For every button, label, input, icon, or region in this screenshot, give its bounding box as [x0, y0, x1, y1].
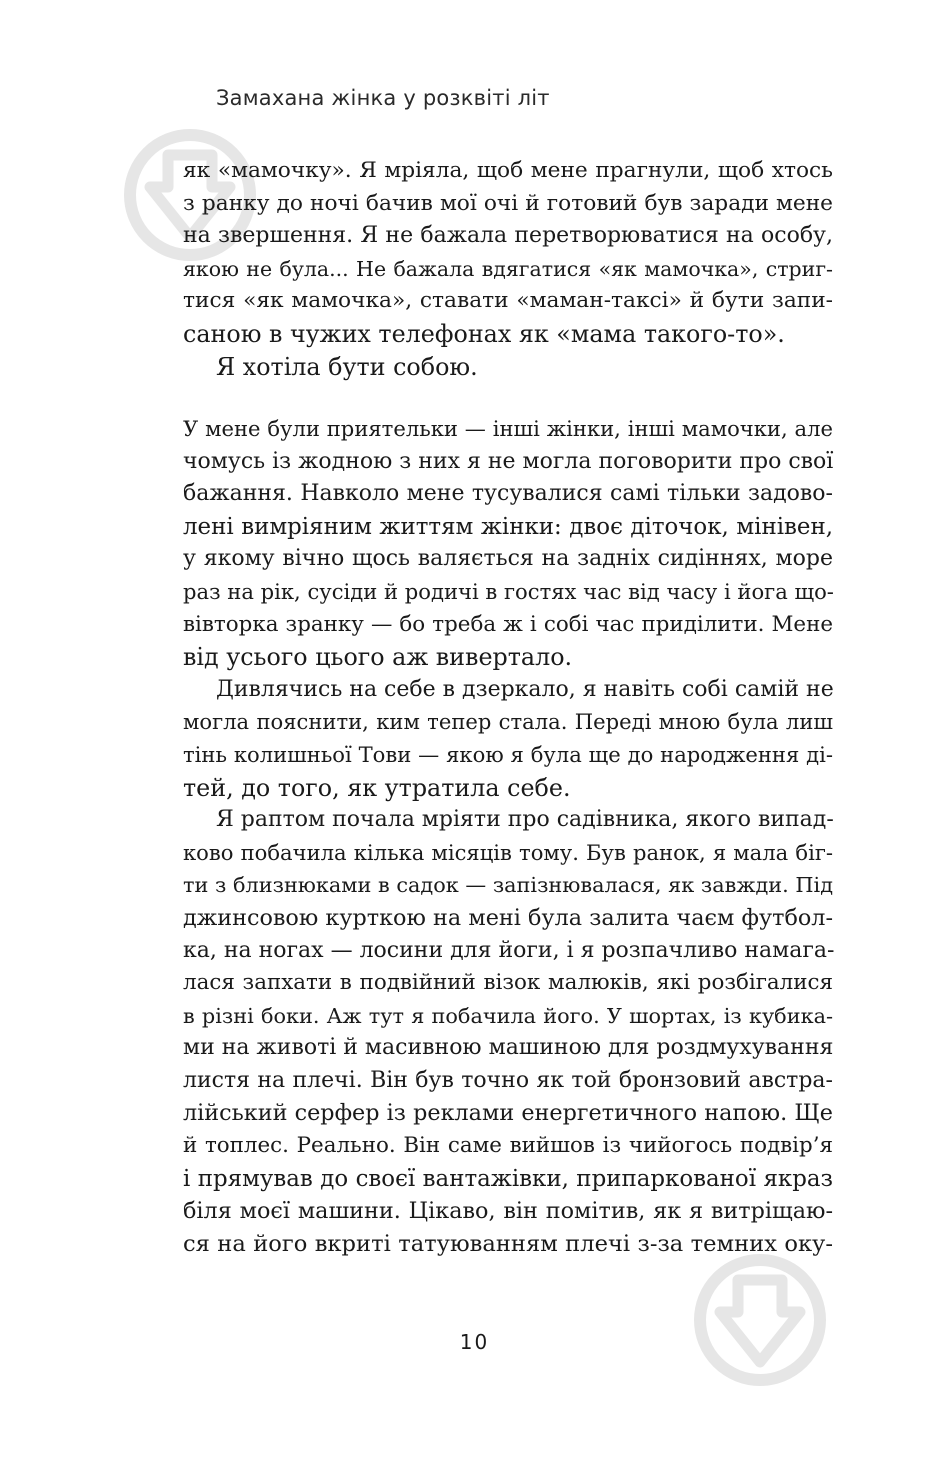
page-number: 10 [459, 1330, 490, 1354]
text-line: біля моєї машини. Цікаво, він помітив, як я витріщаю- [183, 1198, 833, 1225]
text-line: ка, на ногах — лосини для йоги, і я розпачливо намага- [183, 937, 835, 963]
text-line: лені вимріяним життям жінки: двоє діточок, мінівен, [183, 513, 833, 540]
text-line: від усього цього аж вивертало. [183, 643, 573, 672]
text-line: Я раптом почала мріяти про садівника, якого випад- [216, 807, 834, 833]
text-line: вівторка зранку — бо треба ж і собі час приділити. Мене [183, 611, 833, 637]
text-block-2 [183, 413, 833, 1260]
text-line: лійський серфер із реклами енергетичного напою. Ще [183, 1100, 833, 1127]
text-line: якою не була... Не бажала вдягатися «як мамочка», стриг- [183, 256, 833, 281]
text-line: У мене були приятельки — інші жінки, інші мамочки, але [183, 416, 833, 441]
text-line: як «мамочку». Я мріяла, щоб мене прагнули, щоб хтось [183, 158, 833, 183]
text-line: Я хотіла бути собою. [216, 352, 478, 381]
text-line: листя на плечі. Він був точно як той бронзовий австра- [183, 1067, 833, 1093]
text-line: й топлес. Реально. Він саме вийшов із чийогось подвір’я [183, 1133, 833, 1159]
text-line: ми на животі й масивною машиною для роздмухування [183, 1035, 834, 1061]
text-line: на звершення. Я не бажала перетворюватися на особу, [183, 223, 833, 249]
text-block-1 [183, 155, 833, 383]
running-head: Замахана жінка у розквіті літ [216, 86, 550, 110]
text-line: ково побачила кілька місяців тому. Був ранок, я мала біг- [183, 839, 833, 865]
text-line: з ранку до ночі бачив мої очі й готовий був заради мене [183, 190, 833, 216]
text-line: і прямував до своєї вантажівки, припаркованої якраз [183, 1165, 833, 1192]
text-line: чомусь із жодною з них я не могла поговорити про свої [183, 448, 834, 474]
text-line: тінь колишньої Тови — якою я була ще до народження ді- [183, 741, 833, 767]
text-line: раз на рік, сусіди й родичі в гостях час від часу і йога що- [183, 578, 834, 604]
text-line: бажання. Навколо мене тусувалися самі тільки задово- [183, 481, 833, 507]
text-line: тей, до того, як утратила себе. [183, 773, 571, 802]
text-line: в різні боки. Аж тут я побачила його. У шортах, із кубика- [183, 1003, 833, 1028]
text-line: джинсовою курткою на мені була залита чаєм футбол- [183, 904, 833, 931]
text-line: ся на його вкриті татуюванням плечі з-за темних оку- [183, 1230, 833, 1257]
text-line: ти з близнюками в садок — запізнювалася, як завжди. Під [183, 873, 833, 898]
text-line: Дивлячись на себе в дзеркало, я навіть собі самій не [216, 676, 834, 702]
text-line: могла пояснити, ким тепер стала. Переді мною була лиш [183, 709, 833, 735]
text-line: у якому вічно щось валяється на задніх сидіннях, море [183, 546, 833, 572]
text-line: саною в чужих телефонах як «мама такого-то». [183, 319, 785, 348]
text-line: лася запхати в подвійний візок малюків, які розбігалися [183, 970, 833, 996]
download-arrow-icon [690, 1250, 830, 1390]
text-line: тися «як мамочка», ставати «маман-таксі» й бути запи- [183, 288, 833, 314]
